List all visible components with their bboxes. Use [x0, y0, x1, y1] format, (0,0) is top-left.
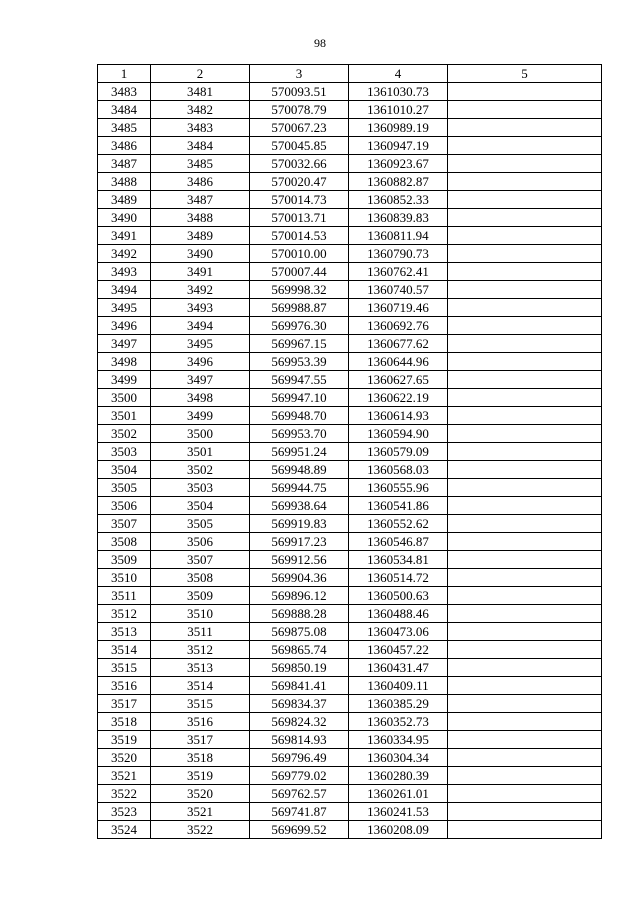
table-cell-col-2: 3489: [151, 227, 250, 245]
table-cell-col-2: 3500: [151, 425, 250, 443]
table-cell-col-1: 3495: [98, 299, 151, 317]
table-cell-col-4: 1360594.90: [349, 425, 448, 443]
table-cell-col-4: 1360409.11: [349, 677, 448, 695]
table-cell-col-1: 3512: [98, 605, 151, 623]
table-cell-col-2: 3513: [151, 659, 250, 677]
table-cell-col-4: 1360208.09: [349, 821, 448, 839]
table-cell-col-5: [448, 137, 602, 155]
table-cell-col-1: 3501: [98, 407, 151, 425]
table-row: [98, 659, 602, 677]
table-row: [98, 173, 602, 191]
table-row: [98, 353, 602, 371]
table-cell-col-5: [448, 479, 602, 497]
table-row: [98, 263, 602, 281]
table-cell-col-4: 1360555.96: [349, 479, 448, 497]
table-cell-col-3: 569904.36: [250, 569, 349, 587]
table-cell-col-2: 3491: [151, 263, 250, 281]
table-row: [98, 533, 602, 551]
table-cell-col-3: 569841.41: [250, 677, 349, 695]
column-header-3: 3: [250, 65, 349, 83]
table-cell-col-1: 3489: [98, 191, 151, 209]
table-cell-col-5: [448, 713, 602, 731]
table-cell-col-4: 1360457.22: [349, 641, 448, 659]
table-cell-col-5: [448, 803, 602, 821]
table-cell-col-2: 3486: [151, 173, 250, 191]
table-cell-col-5: [448, 551, 602, 569]
table-cell-col-5: [448, 821, 602, 839]
table-cell-col-4: 1360677.62: [349, 335, 448, 353]
table-cell-col-2: 3517: [151, 731, 250, 749]
table-cell-col-4: 1360692.76: [349, 317, 448, 335]
table-row: [98, 821, 602, 839]
table-cell-col-3: 569998.32: [250, 281, 349, 299]
table-cell-col-5: [448, 569, 602, 587]
table-cell-col-3: 569834.37: [250, 695, 349, 713]
table-row: [98, 389, 602, 407]
table-cell-col-5: [448, 587, 602, 605]
table-cell-col-2: 3521: [151, 803, 250, 821]
table-cell-col-5: [448, 623, 602, 641]
table-cell-col-4: 1360304.34: [349, 749, 448, 767]
table-row: [98, 731, 602, 749]
table-cell-col-5: [448, 317, 602, 335]
table-row: [98, 407, 602, 425]
table-row: [98, 83, 602, 101]
table-cell-col-2: 3504: [151, 497, 250, 515]
table-cell-col-4: 1360546.87: [349, 533, 448, 551]
table-cell-col-1: 3521: [98, 767, 151, 785]
table-cell-col-5: [448, 461, 602, 479]
table-row: [98, 461, 602, 479]
table-cell-col-4: 1360622.19: [349, 389, 448, 407]
table-cell-col-5: [448, 155, 602, 173]
table-cell-col-4: 1360568.03: [349, 461, 448, 479]
table-cell-col-3: 570045.85: [250, 137, 349, 155]
table-cell-col-3: 569944.75: [250, 479, 349, 497]
table-cell-col-3: 569865.74: [250, 641, 349, 659]
table-cell-col-5: [448, 695, 602, 713]
table-cell-col-1: 3513: [98, 623, 151, 641]
table-cell-col-5: [448, 353, 602, 371]
table-cell-col-3: 570014.73: [250, 191, 349, 209]
table-row: [98, 677, 602, 695]
table-cell-col-1: 3508: [98, 533, 151, 551]
table-cell-col-2: 3490: [151, 245, 250, 263]
table-row: [98, 785, 602, 803]
table-cell-col-5: [448, 83, 602, 101]
table-cell-col-5: [448, 443, 602, 461]
table-cell-col-1: 3502: [98, 425, 151, 443]
table-row: [98, 623, 602, 641]
table-cell-col-2: 3483: [151, 119, 250, 137]
table-cell-col-4: 1360541.86: [349, 497, 448, 515]
table-cell-col-3: 569953.70: [250, 425, 349, 443]
table-cell-col-1: 3492: [98, 245, 151, 263]
table-cell-col-5: [448, 119, 602, 137]
table-cell-col-1: 3510: [98, 569, 151, 587]
table-cell-col-3: 569988.87: [250, 299, 349, 317]
table-cell-col-1: 3518: [98, 713, 151, 731]
table-cell-col-5: [448, 515, 602, 533]
table-cell-col-3: 569875.08: [250, 623, 349, 641]
table-row: [98, 497, 602, 515]
table-cell-col-4: 1360947.19: [349, 137, 448, 155]
column-header-4: 4: [349, 65, 448, 83]
table-body: [98, 83, 602, 839]
table-cell-col-3: 570093.51: [250, 83, 349, 101]
table-cell-col-1: 3487: [98, 155, 151, 173]
table-cell-col-3: 569948.89: [250, 461, 349, 479]
table-cell-col-5: [448, 677, 602, 695]
table-row: [98, 803, 602, 821]
table-cell-col-2: 3512: [151, 641, 250, 659]
table-cell-col-1: 3503: [98, 443, 151, 461]
table-cell-col-4: 1360882.87: [349, 173, 448, 191]
table-cell-col-1: 3519: [98, 731, 151, 749]
table-cell-col-2: 3501: [151, 443, 250, 461]
table-cell-col-3: 569779.02: [250, 767, 349, 785]
table-cell-col-4: 1361010.27: [349, 101, 448, 119]
table-cell-col-2: 3487: [151, 191, 250, 209]
table-cell-col-5: [448, 371, 602, 389]
table-cell-col-5: [448, 227, 602, 245]
table-cell-col-3: 569967.15: [250, 335, 349, 353]
table-cell-col-5: [448, 785, 602, 803]
table-cell-col-2: 3493: [151, 299, 250, 317]
table-cell-col-1: 3507: [98, 515, 151, 533]
table-cell-col-4: 1360334.95: [349, 731, 448, 749]
table-cell-col-4: 1360719.46: [349, 299, 448, 317]
table-row: [98, 713, 602, 731]
table-cell-col-5: [448, 767, 602, 785]
table-cell-col-4: 1360261.01: [349, 785, 448, 803]
table-cell-col-4: 1360627.65: [349, 371, 448, 389]
table-cell-col-1: 3520: [98, 749, 151, 767]
table-cell-col-4: 1360488.46: [349, 605, 448, 623]
column-header-1: 1: [98, 65, 151, 83]
table-cell-col-1: 3488: [98, 173, 151, 191]
table-cell-col-1: 3494: [98, 281, 151, 299]
table-cell-col-2: 3503: [151, 479, 250, 497]
table-row: [98, 695, 602, 713]
table-cell-col-5: [448, 101, 602, 119]
table-cell-col-4: 1360790.73: [349, 245, 448, 263]
table-row: [98, 191, 602, 209]
table-cell-col-4: 1360473.06: [349, 623, 448, 641]
table-cell-col-2: 3484: [151, 137, 250, 155]
table-cell-col-5: [448, 425, 602, 443]
table-row: [98, 605, 602, 623]
table-cell-col-1: 3485: [98, 119, 151, 137]
table-row: [98, 137, 602, 155]
table-cell-col-3: 570010.00: [250, 245, 349, 263]
table-cell-col-3: 569850.19: [250, 659, 349, 677]
table-cell-col-2: 3508: [151, 569, 250, 587]
table-cell-col-2: 3520: [151, 785, 250, 803]
table-cell-col-3: 569796.49: [250, 749, 349, 767]
table-cell-col-3: 569896.12: [250, 587, 349, 605]
table-row: [98, 281, 602, 299]
table-cell-col-5: [448, 299, 602, 317]
table-row: [98, 569, 602, 587]
table-cell-col-4: 1360352.73: [349, 713, 448, 731]
table-cell-col-3: 569814.93: [250, 731, 349, 749]
column-header-5: 5: [448, 65, 602, 83]
table-cell-col-4: 1360385.29: [349, 695, 448, 713]
table-row: [98, 587, 602, 605]
table-cell-col-2: 3499: [151, 407, 250, 425]
table-cell-col-1: 3491: [98, 227, 151, 245]
table-cell-col-2: 3502: [151, 461, 250, 479]
table-cell-col-5: [448, 263, 602, 281]
table-cell-col-1: 3500: [98, 389, 151, 407]
table-cell-col-3: 570020.47: [250, 173, 349, 191]
table-row: [98, 119, 602, 137]
table-cell-col-1: 3524: [98, 821, 151, 839]
table-cell-col-4: 1360579.09: [349, 443, 448, 461]
table-cell-col-3: 569888.28: [250, 605, 349, 623]
table-row: [98, 155, 602, 173]
table-row: [98, 443, 602, 461]
table-cell-col-3: 569947.55: [250, 371, 349, 389]
table-cell-col-3: 569699.52: [250, 821, 349, 839]
table-cell-col-1: 3499: [98, 371, 151, 389]
table-cell-col-3: 569947.10: [250, 389, 349, 407]
table-row: [98, 371, 602, 389]
table-cell-col-3: 569951.24: [250, 443, 349, 461]
table-cell-col-3: 569976.30: [250, 317, 349, 335]
table-cell-col-1: 3486: [98, 137, 151, 155]
table-cell-col-1: 3522: [98, 785, 151, 803]
table-cell-col-3: 569938.64: [250, 497, 349, 515]
table-cell-col-3: 569917.23: [250, 533, 349, 551]
table-cell-col-2: 3516: [151, 713, 250, 731]
table-row: [98, 227, 602, 245]
table-row: [98, 209, 602, 227]
table-cell-col-1: 3511: [98, 587, 151, 605]
table-cell-col-3: 570078.79: [250, 101, 349, 119]
table-cell-col-1: 3517: [98, 695, 151, 713]
table-cell-col-4: 1360989.19: [349, 119, 448, 137]
table-cell-col-4: 1360762.41: [349, 263, 448, 281]
table-cell-col-2: 3511: [151, 623, 250, 641]
table-cell-col-5: [448, 731, 602, 749]
page-number: 98: [314, 36, 326, 50]
table-cell-col-3: 569948.70: [250, 407, 349, 425]
table-row: [98, 317, 602, 335]
table-cell-col-5: [448, 659, 602, 677]
table-cell-col-2: 3507: [151, 551, 250, 569]
table-cell-col-1: 3516: [98, 677, 151, 695]
table-cell-col-2: 3506: [151, 533, 250, 551]
table-cell-col-3: 569762.57: [250, 785, 349, 803]
table-row: [98, 425, 602, 443]
table-cell-col-5: [448, 641, 602, 659]
table-cell-col-1: 3515: [98, 659, 151, 677]
table-cell-col-3: 569919.83: [250, 515, 349, 533]
table-cell-col-5: [448, 245, 602, 263]
table-cell-col-5: [448, 173, 602, 191]
table-cell-col-2: 3519: [151, 767, 250, 785]
table-cell-col-5: [448, 749, 602, 767]
table-cell-col-4: 1360811.94: [349, 227, 448, 245]
table-cell-col-4: 1360740.57: [349, 281, 448, 299]
table-cell-col-1: 3506: [98, 497, 151, 515]
table-cell-col-2: 3509: [151, 587, 250, 605]
table-cell-col-4: 1360500.63: [349, 587, 448, 605]
table-cell-col-2: 3494: [151, 317, 250, 335]
table-cell-col-2: 3522: [151, 821, 250, 839]
table-cell-col-5: [448, 335, 602, 353]
table-cell-col-5: [448, 497, 602, 515]
table-header-row: [98, 65, 602, 83]
table-cell-col-5: [448, 209, 602, 227]
table-cell-col-2: 3485: [151, 155, 250, 173]
table-cell-col-2: 3497: [151, 371, 250, 389]
table-cell-col-3: 570007.44: [250, 263, 349, 281]
table-cell-col-1: 3514: [98, 641, 151, 659]
table-cell-col-2: 3518: [151, 749, 250, 767]
table-cell-col-2: 3514: [151, 677, 250, 695]
table-cell-col-3: 570067.23: [250, 119, 349, 137]
table-cell-col-3: 570014.53: [250, 227, 349, 245]
table-cell-col-4: 1360923.67: [349, 155, 448, 173]
table-row: [98, 101, 602, 119]
table-cell-col-5: [448, 191, 602, 209]
table-cell-col-1: 3496: [98, 317, 151, 335]
table-cell-col-1: 3493: [98, 263, 151, 281]
table-cell-col-3: 569741.87: [250, 803, 349, 821]
table-row: [98, 551, 602, 569]
table-cell-col-1: 3484: [98, 101, 151, 119]
coordinates-table: [97, 64, 602, 839]
table-cell-col-2: 3488: [151, 209, 250, 227]
table-cell-col-2: 3505: [151, 515, 250, 533]
table-cell-col-4: 1361030.73: [349, 83, 448, 101]
table-cell-col-1: 3504: [98, 461, 151, 479]
table-cell-col-4: 1360552.62: [349, 515, 448, 533]
table-cell-col-1: 3483: [98, 83, 151, 101]
table-row: [98, 299, 602, 317]
table-cell-col-3: 569824.32: [250, 713, 349, 731]
table-row: [98, 335, 602, 353]
table-row: [98, 749, 602, 767]
table-cell-col-1: 3497: [98, 335, 151, 353]
table-cell-col-5: [448, 605, 602, 623]
table-cell-col-1: 3523: [98, 803, 151, 821]
table-cell-col-2: 3482: [151, 101, 250, 119]
table-cell-col-2: 3510: [151, 605, 250, 623]
table-cell-col-4: 1360534.81: [349, 551, 448, 569]
table-cell-col-4: 1360431.47: [349, 659, 448, 677]
table-cell-col-5: [448, 407, 602, 425]
table-cell-col-2: 3492: [151, 281, 250, 299]
table-cell-col-1: 3498: [98, 353, 151, 371]
table-cell-col-2: 3496: [151, 353, 250, 371]
table-cell-col-4: 1360280.39: [349, 767, 448, 785]
table-cell-col-5: [448, 533, 602, 551]
table-cell-col-4: 1360839.83: [349, 209, 448, 227]
table-row: [98, 479, 602, 497]
table-cell-col-3: 570013.71: [250, 209, 349, 227]
table-row: [98, 767, 602, 785]
table-cell-col-1: 3490: [98, 209, 151, 227]
table-cell-col-2: 3498: [151, 389, 250, 407]
table-cell-col-4: 1360852.33: [349, 191, 448, 209]
table-cell-col-3: 569912.56: [250, 551, 349, 569]
table-cell-col-4: 1360241.53: [349, 803, 448, 821]
table-row: [98, 515, 602, 533]
table-cell-col-2: 3515: [151, 695, 250, 713]
table-cell-col-3: 570032.66: [250, 155, 349, 173]
table-cell-col-4: 1360514.72: [349, 569, 448, 587]
table-cell-col-3: 569953.39: [250, 353, 349, 371]
table-cell-col-2: 3481: [151, 83, 250, 101]
table-cell-col-1: 3509: [98, 551, 151, 569]
table-cell-col-4: 1360614.93: [349, 407, 448, 425]
table-cell-col-4: 1360644.96: [349, 353, 448, 371]
table-row: [98, 245, 602, 263]
table-cell-col-5: [448, 281, 602, 299]
table-row: [98, 641, 602, 659]
table-cell-col-1: 3505: [98, 479, 151, 497]
column-header-2: 2: [151, 65, 250, 83]
table-cell-col-2: 3495: [151, 335, 250, 353]
table-cell-col-5: [448, 389, 602, 407]
